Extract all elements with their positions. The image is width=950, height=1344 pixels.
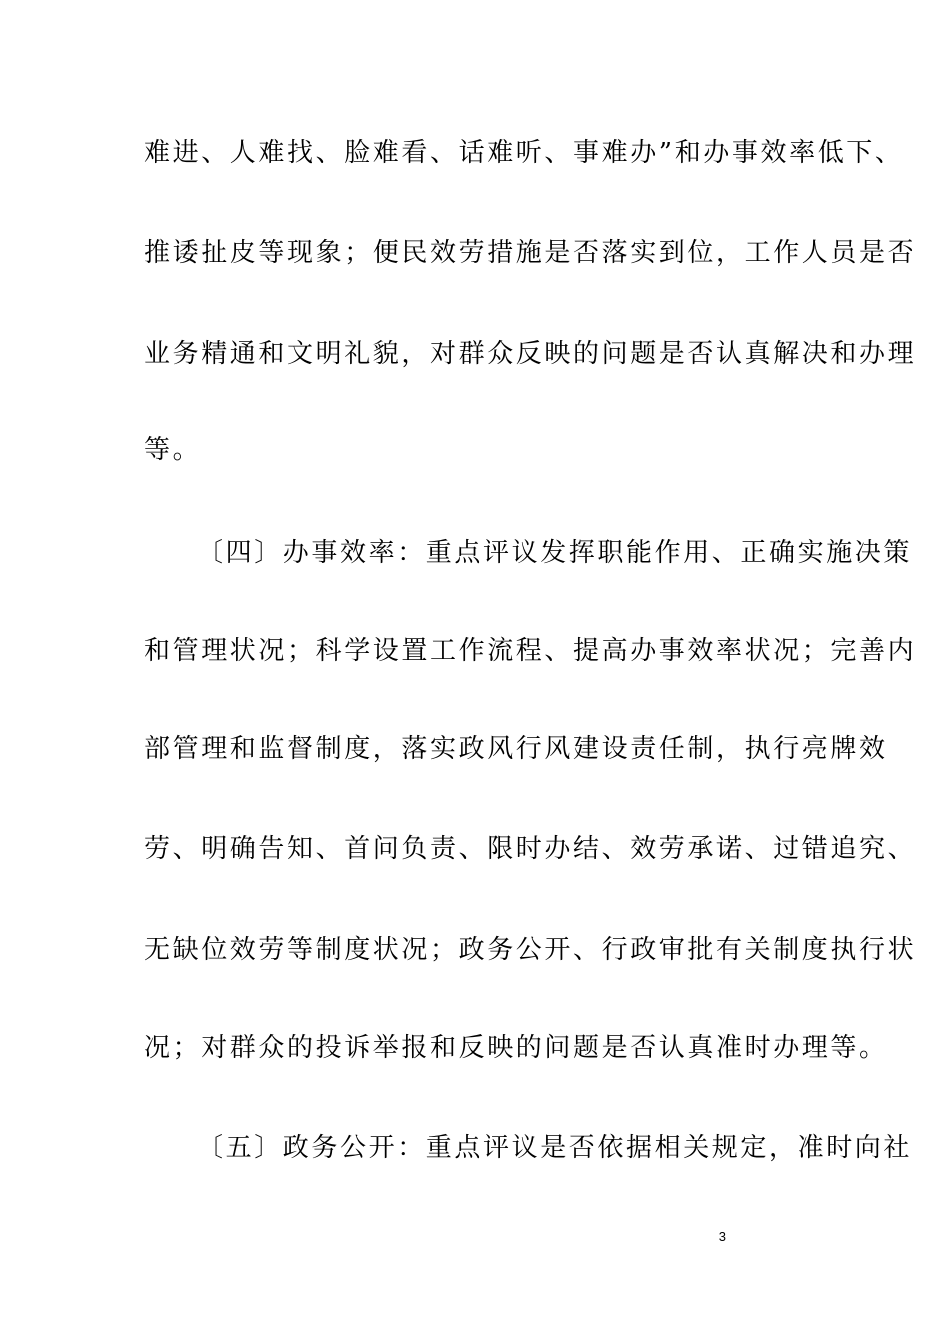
- text-line: 业务精通和文明礼貌，对群众反映的问题是否认真解决和办理: [144, 339, 917, 369]
- text-line: 难进、人难找、脸难看、话难听、事难办”和办事效率低下、: [144, 138, 904, 168]
- paragraph-heading-four: 〔四〕办事效率：重点评议发挥职能作用、正确实施决策: [197, 538, 913, 568]
- page-number: 3: [718, 1229, 726, 1244]
- text-line: 推诿扯皮等现象；便民效劳措施是否落实到位，工作人员是否: [144, 238, 917, 268]
- text-line: 等。: [144, 435, 202, 465]
- text-line: 况；对群众的投诉举报和反映的问题是否认真准时办理等。: [144, 1033, 888, 1063]
- text-line: 和管理状况；科学设置工作流程、提高办事效率状况；完善内: [144, 636, 917, 666]
- text-line: 劳、明确告知、首问负责、限时办结、效劳承诺、过错追究、: [144, 834, 917, 864]
- text-line: 无缺位效劳等制度状况；政务公开、行政审批有关制度执行状: [144, 935, 917, 965]
- paragraph-heading-five: 〔五〕政务公开：重点评议是否依据相关规定，准时向社: [197, 1133, 913, 1163]
- text-line: 部管理和监督制度，落实政风行风建设责任制，执行亮牌效: [144, 734, 888, 764]
